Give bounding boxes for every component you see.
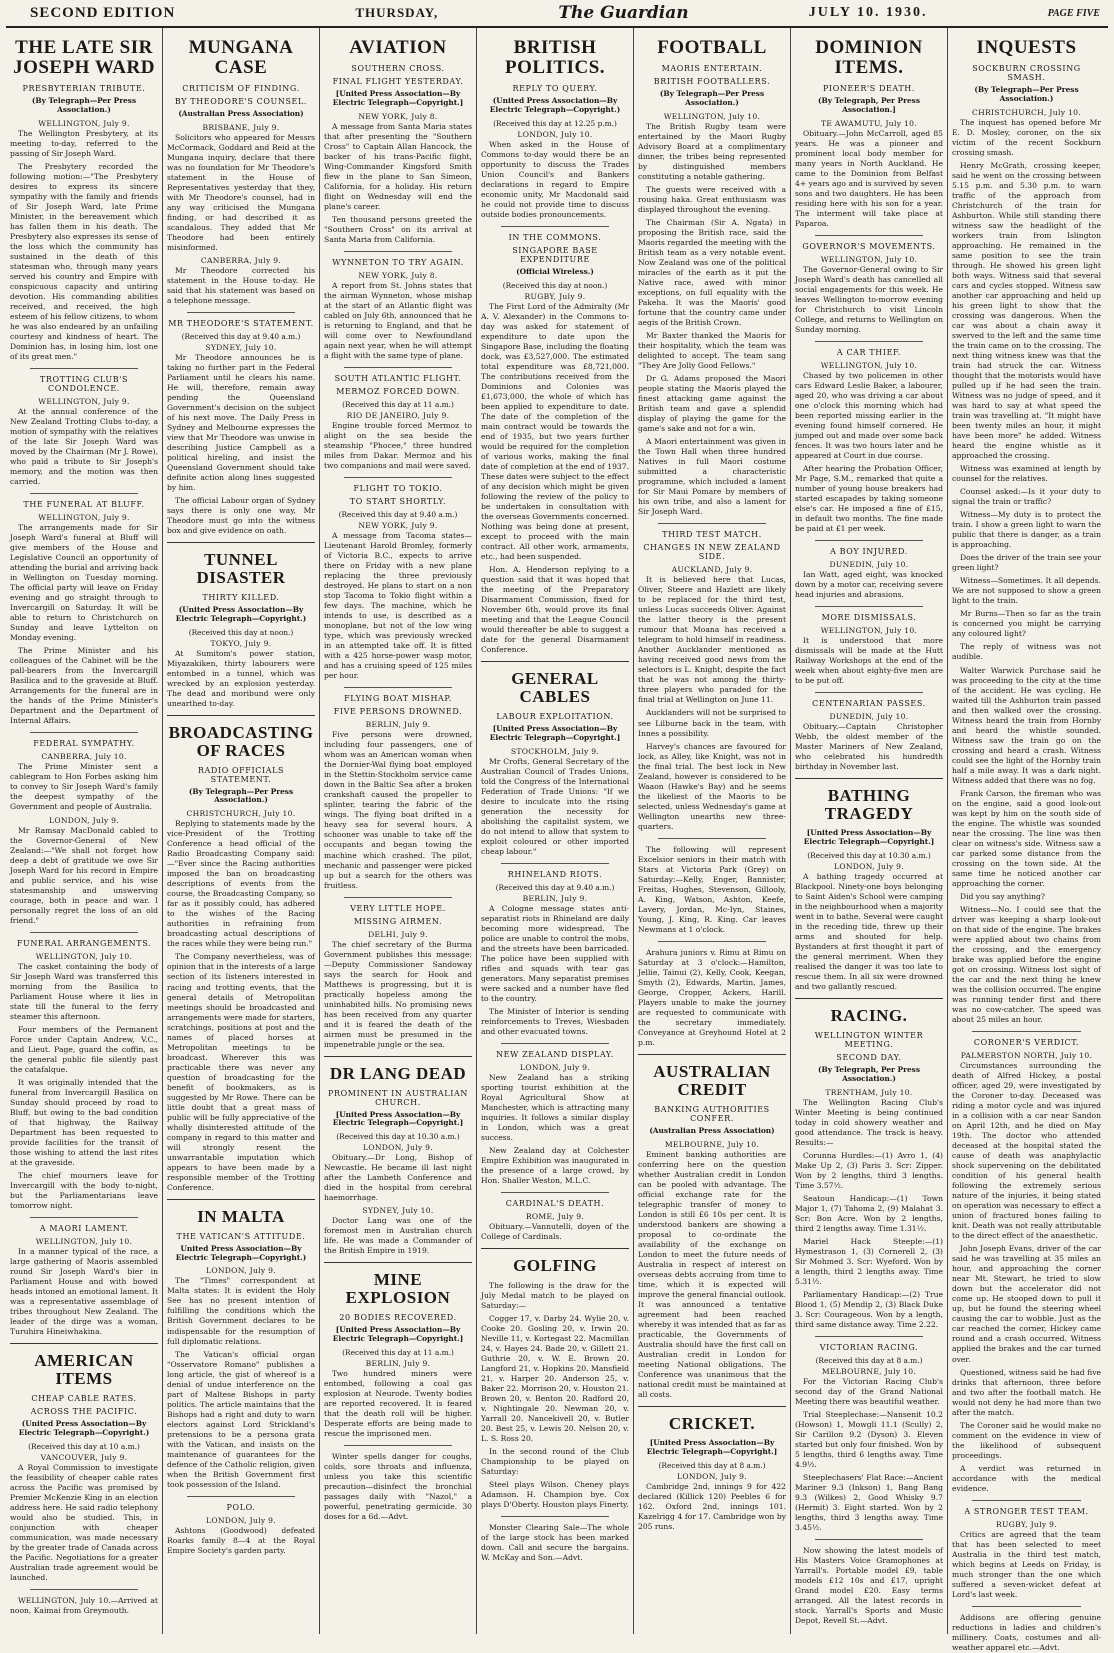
- divider: [187, 1496, 295, 1497]
- dateline: PALMERSTON NORTH, July 10.: [960, 1051, 1093, 1061]
- sub-heading: WYNNETON TO TRY AGAIN.: [332, 257, 464, 267]
- paragraph: When asked in the House of Commons to-day would there be an opportunity to discuss the Trades Union Council's and Bankers declarations in regard to Empire economic unity, Mr Macdonald said he could not provide time to discuss outside bodies pronouncements.: [481, 139, 629, 219]
- paragraph: Witness—No. I could see that the driver was keeping a sharp look-out on that side of the engine. The brakes were applied about two chains from the crossing, and the emergency brake was applied before the engine got on crossing. Witness lost sight of the car and the next thing he knew was the collision occurred. The engine was running tender first and there was no cow-catcher. The speed was about 25 miles an hour.: [952, 904, 1101, 1025]
- divider: [658, 941, 766, 942]
- sub-heading: PRESBYTERIAN TRIBUTE.: [22, 83, 146, 93]
- paragraph: Cogger 17, v. Darby 24. Wylie 20, v. Cooke 20. Gosling 20, v. Irwin 20. Neville 11, v. Kortegast 22. Macmillan 24, v. Hayes 24. Bade 20, v. Gillett 21. Guthrie 20, v. W. E. Brown 20. Langford 21, v. Hopkins 20. Mansfield 21, v. Harper 20. Anderson 25, v. Baker 22. Morrison 20, v. Houston 21. Brown 20, v. Benton 20. Radford 20, v. Nightingale 20. Newman 20, v. Yarrall 20. Nancekivell 20, v. Butler 20. Best 25, v. Lewis 20. Nelson 20, v. L. S. Ross 20.: [481, 1314, 629, 1444]
- paragraph: The Chairman (Sir A. Ngata) in proposing the British race, said the Maoris regarded the meeting with the British team as a very notable event. Now Zealand was one of the political miracles of the earth as it put the Native race, awed with minor exceptions, on full equality with the Pakeha. It was the Maoris' good fortune that the country came under aegis of the British Crown.: [638, 217, 786, 327]
- paragraph: Did you say anything?: [960, 891, 1045, 901]
- dateline: LONDON, July 9.: [362, 1143, 434, 1153]
- paragraph: Mariel Hack Steeple:—(1) Hymestrason 1, (3) Cornerell 2, (3) Sir Mohmed 3. Scr: Wyeford. Won by a length, third 2 lengths away. Time 5.31½.: [795, 1236, 943, 1286]
- paragraph: At Sumitom's power station, Miyazakiken, thirty labourers were entombed in a tunnel, which was wrecked by an explosion yesterday. The dead and moribund were only unearthed to-day.: [167, 648, 315, 708]
- sub-heading: THIRTY KILLED.: [202, 592, 280, 602]
- paragraph: In the second round of the Club Championship to be played on Saturday:: [481, 1447, 629, 1477]
- divider: [344, 1445, 452, 1446]
- sub-heading: THIRD TEST MATCH.: [662, 530, 762, 540]
- column-1: [6, 28, 163, 1634]
- paragraph: Cambridge 2nd, innings 9 for 422 declared (Killick 120) Peebles 6 for 162. Oxford 2nd, innings 101. Kazelrigg 4 for 17. Cambridge won by 205 runs.: [638, 1481, 786, 1531]
- sub-heading: POLO.: [226, 1502, 256, 1512]
- paragraph: It is understood that more dismissals will be made at the Hutt Railway Workshops at the end of the week when about eighty-five men are to be put off.: [795, 636, 943, 686]
- divider: [972, 1500, 1081, 1501]
- sub-heading: FLYING BOAT MISHAP.: [344, 694, 452, 704]
- sub-heading: MAORIS ENTERTAIN.: [661, 63, 763, 73]
- divider: [30, 368, 138, 369]
- divider: [30, 1589, 138, 1590]
- paragraph: Winter spells danger for coughs, colds, sore throats and influenza, unless you take this scientific precaution—disinfect the bronchial passages daily with "Nazol," a powerful, penetrating germicide. 30 doses for a 6d.—Advt.: [324, 1452, 472, 1522]
- paragraph: The chief secretary of the Burma Government publishes this message:—Deputy Commissioner Sandoway says the search for Hook and Matthews is progressing, but it is practically hopeless among the uninhabited hills. No promising news has been received from any quarter and it is feared the death of the airmen must be presumed in the impenetrable jungle or the sea.: [324, 939, 472, 1049]
- received-note: (Received this day at 8 a.m.): [815, 1355, 923, 1365]
- article-headline: GOLFING: [481, 1248, 629, 1275]
- paragraph: The inquest has opened before Mr E. D. Mosley, coroner, on the six victim of the recent Sockburn crossing smash.: [952, 117, 1101, 157]
- dateline: DELHI, July 9.: [368, 929, 428, 939]
- dateline: BERLIN, July 9.: [522, 893, 588, 903]
- paragraph: The chief mourners leave for Invercargill with the body to-night, but the Parliamentarians leave tomorrow night.: [10, 1170, 158, 1211]
- article-headline: MINE EXPLOSION: [324, 1262, 472, 1307]
- paragraph: New Zealand has a striking sporting tourist exhibition at the Royal Agricultural Show at Manchester, which is attracting many inquiries. It follows a similar display in London, which was a great success.: [481, 1072, 629, 1143]
- sub-heading: A CAR THIEF.: [836, 347, 902, 357]
- dateline: DUNEDIN, July 10.: [829, 560, 909, 570]
- divider: [344, 897, 452, 898]
- article-headline: INQUESTS: [976, 37, 1077, 58]
- divider: [344, 367, 452, 368]
- paragraph: Two hundred miners were entombed, following a coal gas explosion at Neurode. Twenty bodies are reported recovered. It is feared that the death roll will be higher. Desperate efforts are being made to rescue the imprisoned men.: [324, 1368, 472, 1438]
- dateline: VANCOUVER, July 9.: [40, 1452, 128, 1462]
- paragraph: The official Labour organ of Sydney says there is only one way, Mr Theodore must go into the witness box and give evidence on oath.: [167, 496, 315, 536]
- sub-heading: VERY LITTLE HOPE.: [350, 903, 446, 913]
- press-credit: (Official Wireless.): [516, 266, 594, 276]
- edition-label: SECOND EDITION: [30, 4, 176, 21]
- paragraph: Parliamentary Handicap:—(2) True Blood 1, (5) Mendip 2, (3) Black Duke 3. Scr: Courageous. Won by a length, third same distance away. Time 2.22.: [795, 1289, 943, 1329]
- paragraph: Corunna Hurdles:—(1) Avro 1, (4) Make Up 2, (3) Paris 3. Scr: Zipper. Won by 2 lengths, third 3 lengths. Time 3.57½.: [795, 1150, 943, 1190]
- paragraph: Mr Baxter thanked the Maoris for their hospitality, which the team was delighted to accept. The team sang "They Are Jolly Good Fellows.": [638, 331, 786, 371]
- paragraph: The Prime Minister sent a cablegram to Hon Forbes asking him to convey to Sir Joseph Ward's family the deepest sympathy of the Government and people of Australia.: [10, 762, 158, 812]
- press-credit: [United Press Association—By Electric Telegraph—Copyright.]: [646, 1437, 778, 1456]
- sub-heading: THE FUNERAL AT BLUFF.: [23, 500, 145, 510]
- dateline: WELLINGTON, July 10.: [820, 626, 918, 636]
- paragraph: The Minister of Interior is sending reinforcements to Treves, Wiesbaden and other evacuated towns.: [481, 1006, 629, 1036]
- article-headline: DR LANG DEAD: [324, 1056, 472, 1083]
- sub-heading: SOUTH ATLANTIC FLIGHT.: [334, 374, 462, 383]
- paragraph: Replying to statements made by the vice-President of the Trotting Conference a head official of the Radio Broadcasting Company said:—"Ever since the Racing authorities imposed the ban on broadcasting descriptions of events from the course, the Broadcasting Company, so far as it possibly could, has adhered to the wishes of the Racing authorities in refraining from broadcasting actual descriptions of the races while they were being run.": [167, 819, 315, 949]
- divider: [658, 523, 766, 524]
- paragraph: The British Rugby team were entertained by the Maori Rugby Advisory Board at a complimentary dinner, the tribes being represented by distinguished members constituting a notable gathering.: [638, 121, 786, 181]
- sub-heading: NEW ZEALAND DISPLAY.: [496, 1049, 614, 1059]
- paragraph: A verdict was returned in accordance with the medical evidence.: [952, 1463, 1101, 1493]
- divider: [815, 341, 923, 342]
- sub-heading: GOVERNOR'S MOVEMENTS.: [802, 241, 936, 251]
- paragraph: Mr Burns—Then so far as the train is concerned you might be carrying any coloured light?: [952, 609, 1101, 639]
- column-2: [163, 28, 320, 1634]
- paragraph: A message from Santa Maria states that after presenting the "Southern Cross" to Captain Allan Hancock, the backer of his trans-Pacific flight, Wing-Commander Kingsford Smith flew in the plane to San Simeon, California, for a holiday. His return flight on Wednesday will end the plane's career.: [324, 121, 472, 211]
- press-credit: (By Telegraph—Per Press Association.): [659, 88, 765, 107]
- received-note: (Received this day at 10.30 a.m.): [336, 1132, 460, 1142]
- sub-heading: A STRONGER TEST TEAM.: [964, 1506, 1089, 1516]
- divider: [187, 312, 295, 313]
- sub-heading: IN THE COMMONS.: [508, 232, 602, 242]
- sub-heading: CHEAP CABLE RATES.: [31, 1393, 137, 1403]
- column-3: [320, 28, 477, 1634]
- paragraph: The Wellington Racing Club's Winter Meeting is being continued today in cold showery weather and good attendance. The track is heavy. Results:—: [795, 1097, 943, 1147]
- paragraph: Circumstances surrounding the death of Alfred Hickey, a postal officer, aged 29, were investigated by the Coroner to-day. Deceased was riding a motor cycle and was injured in a collision with a car near Sandon on April 12th, and he died on May 19th. The doctor who attended deceased at the hospital stated the cause of death was anaphylactic shock supervening on the debilitated condition of his general health following the extremely serious nature of the injuries, it being stated on operation was necessary to effect a union of fractured bones failing to knit. Death was not really attributable to the direct effect of the anaesthetic.: [952, 1061, 1101, 1241]
- article-headline: RACING.: [795, 998, 943, 1025]
- sub-heading: CRITICISM OF FINDING.: [182, 83, 300, 93]
- paragraph: Obituary.—John McCarroll, aged 85 years. He was a pioneer and prominent local body member for many years in North Auckland. He came to the Dominion from Belfast 4+ years ago and is survived by seven sons and two daughters. He has been residing here with his son for a year. The interment will take place at Paparoa.: [795, 128, 943, 228]
- press-credit: (Australian Press Association): [649, 1125, 775, 1135]
- paragraph: Aucklanders will not be surprised to see Lilburne back in the team, with Innes a possibility.: [638, 708, 786, 738]
- dateline: LONDON, July 9.: [205, 1515, 277, 1525]
- divider: [501, 1192, 609, 1193]
- paragraph: The following will represent Excelsior seniors in their match with Stars at Victoria Park (Grey) on Saturday:—Kelly, Enger, Bannister, Freitas, Hughes, Stevenson, Gillooly, A. King, Watson, Ashton, Keefe, Lavery, Jordan, Mc-Iyn, Staines, Young, J. King, R. King. Car leaves Newmans at 1 o'clock.: [638, 844, 786, 934]
- paragraph: Mr Crofts, General Secretary of the Australian Council of Trades Unions, told the Congress of the International Federation of Trade Unions: "If we desire to inculcate into the rising generation the necessity for abolishing the capitalist system, we do not intend to allow that system to exploit coloured or other imported cheap labour.": [481, 756, 629, 856]
- received-note: (Received this day at 12.25 p.m.): [493, 118, 617, 128]
- paragraph: The casket containing the body of Sir Joseph Ward was transferred this morning from the Basilica to Parliament House where it lies in state till the funeral to the ferry steamer this afternoon.: [10, 961, 158, 1021]
- divider: [972, 1606, 1081, 1607]
- sub-heading: TO START SHORTLY.: [349, 497, 447, 507]
- dateline: TOKYO, July 9.: [210, 638, 272, 648]
- press-credit: (United Press Association—By Electric Telegraph—Copyright.): [18, 1418, 150, 1437]
- paragraph: The reply of witness was not audible.: [952, 642, 1101, 662]
- day-label: THURSDAY,: [355, 5, 439, 20]
- press-credit: (By Telegraph, Per Press Association.]: [817, 95, 920, 114]
- received-note: (Received this day at 9.40 a.m.): [495, 882, 615, 892]
- paragraph: The arrangements made for Sir Joseph Ward's funeral at Bluff will give members of the House and Legislative Council an opportunity of attending the burial and arriving back in Wellington on Tuesday morning. The official party will leave on Friday evening and go straight through to Invercargill on Saturday. It will be able to return to Christchurch on Sunday and leave Lyttelton on Monday evening.: [10, 523, 158, 643]
- sub-heading: FUNERAL ARRANGEMENTS.: [16, 938, 152, 948]
- dateline: AUCKLAND, July 9.: [671, 565, 753, 575]
- dateline: NEW YORK, July 8.: [358, 270, 438, 280]
- dateline: TE AWAMUTU, July 10.: [820, 118, 918, 128]
- paragraph: Witness—My duty is to protect the train. I show a green light to warn the public that there is danger, as a train is approaching.: [952, 510, 1101, 550]
- paragraph: New Zealand day at Colchester Empire Exhibition was inaugurated in the presence of a large crowd, by Hon. Shaller Weston, M.L.C.: [481, 1146, 629, 1186]
- sub-heading: MORE DISMISSALS.: [821, 613, 917, 623]
- dateline: CANBERRA, July 9.: [200, 255, 282, 265]
- paragraph: Mr Ramsay MacDonald cabled to the Governor-General of New Zealand:—"We shall not forget how deep a debt of gratitude we owe Sir Joseph Ward for his record in Empire and public service, and his wise statesmanship and unswerving courage, both in peace and war. I personally regret the loss of an old friend.": [10, 825, 158, 925]
- received-note: (Received this day at 9.40 a.m.): [338, 510, 458, 520]
- paragraph: The Governor-General owing to Sir Joseph Ward's death has cancelled all social engagements for this week. He leaves Wellington to-morrow evening for Christchurch to visit Lincoln College, and returns to Wellington on Sunday morning.: [795, 264, 943, 334]
- dateline: LONDON, July 9.: [833, 861, 905, 871]
- paragraph: Dr G. Adams proposed the Maori people stating the Maoris played the finest attacking game against the British team and gave a splendid display of playing the game for the game's sake and not for a win.: [638, 374, 786, 434]
- newspaper-title: The Guardian: [558, 3, 689, 23]
- paragraph: For the Victorian Racing Club's second day of the Grand National Meeting there was beautiful weather.: [795, 1376, 943, 1406]
- press-credit: [United Press Association—By Electric Telegraph—Copyright.]: [332, 1109, 464, 1128]
- press-credit: (United Press Association—By Electric Telegraph—Copyright.): [175, 604, 307, 623]
- received-note: (Received this day at noon.): [502, 280, 608, 290]
- article-headline: AUSTRALIAN CREDIT: [638, 1054, 786, 1099]
- dateline: RIO DE JANEIRO, July 9.: [346, 411, 450, 420]
- press-credit: (By Telegraph—Per Press Association.): [188, 786, 294, 805]
- sub-heading: CARDINAL'S DEATH.: [505, 1199, 605, 1209]
- dateline: MELBOURNE, July 10.: [821, 1366, 917, 1376]
- divider: [815, 540, 923, 541]
- dateline: LONDON, July 9.: [519, 1062, 591, 1072]
- date-label: JULY 10. 1930.: [808, 5, 928, 20]
- paragraph: Five persons were drowned, including four passengers, one of whom was an American woman when the Dornier-Wal flying boat employed in the Stettin-Stockholm service came down in the Baltic Sea after a broken crankshaft caused the propeller to splinter, tearing the fabric of the wings. The flying boat drifted in a heavy sea for several hours. A schooner was unable to take off the occupants and began towing the machine which crashed. The pilot, mechanic and passenger were picked up but a search for the others was fruitless.: [324, 730, 472, 890]
- paragraph: Harvey's chances are favoured for lock, as Alley, like Knight, was not in the final trial. The best lock in New Zealand, however is considered to be Waaon (Hawke's Bay) and he seems the likeliest of the Maoris to be selected, unless Wednesday's game at Wellington unearths new three-quarters.: [638, 741, 786, 831]
- paragraph: Arahura juniors v. Rimu at Rimu on Saturday at 3 o'clock:—Hamilton, Jellie, Tainui (2), Kelly, Cook, Keegan, Smyth (2), Edwards, Martin, James, George, Cropper, Ackers, Harill. Players unable to make the journey are requested to communicate with the secretary immediately. Conveyance at Greyhound Hotel at 2 p.m.: [638, 947, 786, 1047]
- dateline: CHRISTCHURCH, July 10.: [972, 107, 1081, 117]
- paragraph: Doctor Lang was one of the foremost men in Australian church life. He was made a Commander of the British Empire in 1919.: [324, 1216, 472, 1256]
- sub-heading: RHINELAND RIOTS.: [507, 869, 603, 879]
- dateline: SYDNEY, July 10.: [205, 343, 277, 352]
- sub-heading: CENTENARIAN PASSES.: [812, 699, 926, 709]
- article-headline: CRICKET.: [638, 1406, 786, 1433]
- paragraph: Four members of the Permanent Force under Captain Andrew, V.C., and Lieut. Page, guard the coffin, as the general public file silently past the catafalque.: [10, 1024, 158, 1074]
- sub-heading: CORONER'S VERDICT.: [973, 1038, 1080, 1048]
- paragraph: Trial Steeplechase:—Nansenit 10.2 (Howson) 1, Mowgli 11.1 (Scully) 2, Sir Carillon 9.2 (Dyson) 3. Eleven started but only four finished. Won by 5 lengths, third 6 lengths away. Time 4.9½.: [795, 1409, 943, 1470]
- paragraph: Questioned, witness said he had five drinks that afternoon, three before and two after the football match. He would not deny he had more than two after the match.: [952, 1367, 1101, 1417]
- column-6: [791, 28, 948, 1634]
- paragraph: A Cologne message states anti-separatist riots in Rhineland are daily becoming more widespread. The police are unable to control the mobs, and the streets have been barricaded. The police have been supplied with rifles and squads with tear gas generators. Many separatist premises were sacked and a number have fled to the country.: [481, 903, 629, 1003]
- dateline: CHRISTCHURCH, July 10.: [186, 809, 296, 819]
- dateline: WELLINGTON, July 9.: [38, 396, 130, 406]
- sub-heading: FINAL FLIGHT YESTERDAY.: [332, 76, 464, 86]
- dateline: WELLINGTON, July 10.: [663, 111, 761, 121]
- paragraph: Engine trouble forced Mermoz to alight on the sea beside the steamship "Phocee," three hundred miles from Dakar. Mermoz and his two companions and mail were saved.: [324, 421, 472, 471]
- page-number: PAGE FIVE: [1047, 7, 1100, 19]
- sub-heading: REPLY TO QUERY.: [512, 83, 598, 93]
- article-headline: DOMINION ITEMS.: [815, 37, 923, 78]
- divider: [815, 606, 923, 607]
- sub-heading: A MAORI LAMENT.: [39, 1224, 129, 1234]
- paragraph: A message from Tacoma states—Lieutenant Harold Bromley, formerly of Victoria B.C., expects to arrive there on Friday with a new plane replacing the three previously destroyed. He plans to start on a non stop Tacoma to Tokio flight within a few days. The machine, which he intends to use, is described as a monoplane, but not of the low wing type, which was previously wrecked in an attempted take off. It is fitted with a 425 horse-power wasp motor, and has a cruising speed of 125 miles per hour.: [324, 531, 472, 681]
- sub-heading: WELLINGTON WINTER MEETING.: [814, 1030, 924, 1049]
- sub-heading: SECOND DAY.: [836, 1052, 902, 1062]
- paragraph: Solicitors who appeared for Messrs McCormack, Goddard and Reid at the Mungana inquiry, declare that there was no foundation for Mr Theodore's statement in the House of Representatives yesterday that they, with Mr Theodore's counsel, had in any way criticised the Mungana finding, or had described it as scandalous. They added that Mr Theodore had been entirely misinformed.: [167, 132, 315, 252]
- sub-heading: PIONEER'S DEATH.: [822, 83, 916, 93]
- paragraph: A Maori entertainment was given in the Town Hall when three hundred Natives in full Maori costume submitted a characteristic programme, which included a lament for Sir Maui Pomare by members of his own tribe, and also a lament for Sir Joseph Ward.: [638, 437, 786, 517]
- paragraph: The "Times" correspondent at Malta states: It is evident the Holy See has no present intention of fulfilling the conditions which the British Government declares to be indispensable for the resumption of full diplomatic relations.: [167, 1276, 315, 1346]
- dateline: NEW YORK, July 9.: [358, 521, 438, 531]
- article-headline: FOOTBALL: [657, 37, 767, 58]
- paragraph: The Presbytery recorded the following motion:—"The Presbytery desires to express its sincere sympathy with the family and friends of Sir Joseph Ward, late Prime Minister, in the bereavement which has fallen them in his death. The Presbytery also expresses its sense of the loss which the community has sustained in the death of this statesman who, through many years served his country and Empire with conspicuous capacity and untiring devotion. His commanding abilities received, and received, the high esteem of his fellow citizens, to whom he was also endeared by an unfailing courtesy and kindness of heart. The Dominion has, in losing him, lost one of its great men.": [10, 161, 158, 361]
- dateline: LONDON, July 9.: [205, 1266, 277, 1276]
- paragraph: The following is the draw for the July Medal match to be played on Saturday:—: [481, 1281, 629, 1311]
- paragraph: A bathing tragedy occurred at Blackpool. Ninety-one boys belonging to Saint Aiden's School were camping in the neighbourhood when a majority went in to bathe. Several were caught in the receding tide, threw up their arms and shouted for help. Bystanders at first thought it part of the general merriment. When they realised the danger it was too late to rescue them. In all six were drowned and two gallantly rescued.: [795, 871, 943, 991]
- divider: [344, 687, 452, 688]
- press-credit: [United Press Association—By Electric Telegraph—Copyright.]: [332, 88, 464, 107]
- divider: [815, 235, 923, 236]
- article-headline: GENERAL CABLES: [481, 661, 629, 706]
- dateline: WELLINGTON, July 9.: [38, 513, 130, 523]
- column-7: [948, 28, 1105, 1652]
- columns: [6, 28, 1108, 1652]
- sub-heading: MISSING AIRMEN.: [353, 916, 443, 926]
- column-5: [634, 28, 791, 1634]
- received-note: (Received this day at 10.30 a.m.): [807, 850, 931, 860]
- sub-heading: SOCKBURN CROSSING SMASH.: [972, 63, 1081, 82]
- column-4: [477, 28, 634, 1634]
- paragraph: The Coroner said he would make no comment on the evidence in view of the likelihood of subsequent proceedings.: [952, 1420, 1101, 1460]
- press-credit: [United Press Association—By Electric Telegraph—Copyright.]: [332, 1325, 464, 1344]
- sub-heading: SINGAPORE BASE EXPENDITURE: [512, 245, 598, 264]
- dateline: LONDON, July 10.: [517, 129, 593, 139]
- paragraph: Mr Theodore announces he is taking no further part in the Federal Parliament until he clears his name. He will, therefore, remain away pending the Queensland Government's decision on the subject of his next move. The Daily Press in Sydney and Melbourne expresses the view that Mr Theodore was unwise in describing Justice Campbell as a political hireling, and insist the Queensland Government should take definite action along lines suggested by him.: [167, 353, 315, 493]
- press-credit: (United Press Association—By Electric Telegraph—Copyright.): [489, 95, 621, 114]
- sub-heading: RADIO OFFICIALS STATEMENT.: [197, 765, 285, 784]
- paragraph: Critics are agreed that the team that has been selected to meet Australia in the third test match, which begins at Leeds on Friday, is much stronger than the one which suffered a seven-wicket defeat at Lord's last week.: [952, 1529, 1101, 1599]
- paragraph: WELLINGTON, July 10.—Arrived at noon, Kaimai from Greymouth.: [10, 1595, 158, 1615]
- paragraph: Seatoun Handicap:—(1) Town Major 1, (7) Tahoma 2, (9) Malahat 3. Scr: Bon Acre. Won by 2 lengths, third 2 lengths away. Time 1.31½.: [795, 1193, 943, 1233]
- paragraph: Ashtons (Goodwood) defeated Roarks family 8—4 at the Royal Empire Society's garden party.: [167, 1525, 315, 1555]
- paragraph: The Wellington Presbytery, at its meeting to-day, referred to the passing of Sir Joseph Ward.: [10, 128, 158, 158]
- paragraph: It was originally intended that the funeral from Invercargill Basilica on Sunday should proceed by road to Bluff, but owing to the bad condition of that highway, the Railway Department has been requested to provide facilities for the transit of those wishing to attend the last rites at the graveside.: [10, 1077, 158, 1167]
- sub-heading: TROTTING CLUB'S CONDOLENCE.: [39, 374, 129, 393]
- sub-heading: LABOUR EXPLOITATION.: [496, 711, 614, 721]
- article-headline: AMERICAN ITEMS: [10, 1343, 158, 1388]
- paragraph: The First Lord of the Admiralty (Mr A. V. Alexander) in the Commons to-day was asked for statement of expenditure to date upon the Singapore Base, including the floating dock, was £3,527,000. The estimated total expenditure was £8,721,000. The contributions received from the Dominions and Colonies was £1,673,000, the whole of which has been applied to expenditure to date. The date of the completion of the main contract would be towards the end of 1935, but two years further would be required for the completion of various works, making the final date of completion at the end of 1937. These dates were subject to the effect of any decision which might be given following the review of the policy to be undertaken in consultation with the overseas Governments concerned. Nothing was being done at present, except to proceed with the main contract. All other work, armaments, etc., had been suspended.: [481, 301, 629, 562]
- sub-heading: PROMINENT IN AUSTRALIAN CHURCH.: [328, 1088, 468, 1107]
- sub-heading: FLIGHT TO TOKIO.: [353, 484, 443, 494]
- divider: [501, 226, 609, 227]
- paragraph: Monster Clearing Sale—The whole of the large stock has been marked down. Call and secure the bargains. W. McKay and Son.—Advt.: [481, 1523, 629, 1563]
- paragraph: Chased by two policemen in other cars Edward Leslie Baker, a labourer, aged 20, who was driving a car about one o'clock this morning which had been reported missing earlier in the evening found himself cornered. He jumped out and made over some back fences. It was two hours later and he appeared at Court in due course.: [795, 370, 943, 461]
- dateline: NEW YORK, July 8.: [358, 111, 438, 121]
- press-credit: United Press Association—By Electric Telegraph—Copyright.): [175, 1243, 307, 1262]
- divider: [972, 1031, 1081, 1032]
- paragraph: It is believed here that Lucas, Oliver, Steere and Hazlett are likely to be replaced for the third test, unless Lucas succeeds Oliver. Against the latter theory is the present rumour that Moana has received a telegram to hold himself in readiness. Another Aucklander mentioned as having received good news from the selectors is L. Knight, despite the fact that he was not among the thirty-three players who paraded for the final trial at Wellington on June 11.: [638, 575, 786, 705]
- paragraph: Eminent banking authorities are conferring here on the question whether Australian credit in London can be pooled with advantage. The official exchange rate for the telegraphic transfer of money to London is still £6 10s per cent. It is understood bankers are showing a proposal to co-ordinate the availability of the exchange on London to meet the future needs of Australia in respect of interest on overseas debts accruing from time to time, which it is expected will improve the general financial outlook. It was announced a tentative agreement had been reached whereby it was intended that as far as practicable, the Governments of Australia should have the first call on Australian credit in London for meeting National obligations. The Conference was unanimous that the national credit must be maintained at all costs.: [638, 1149, 786, 1399]
- paragraph: The guests were received with a rousing haka. Great enthusiasm was displayed throughout the evening.: [638, 184, 786, 214]
- paragraph: Now showing the latest models of His Masters Voice Gramophones at Yarrall's. Portable model £9, table models £12 10s and £17, upright Grand model £20. Easy terms arranged. All the latest records in stock. Yarrall's Sports and Music Depot, Revell St.—Advt.: [795, 1546, 943, 1626]
- paragraph: Henry McGrath, crossing keeper, said he went on the crossing between 5.15 p.m. and 5.30 p.m. to warn traffic of the approach from Christchurch of the train for Ashburton. While still standing there witness saw the headlight of the workers train from Islington approaching. He remained in the same position to see the train through. He showed his green light both ways. Witness said that several cars and cycles stopped. Witness saw another car approaching and held up his green light to show that the crossing was dangerous. When the car was about a chain away it swerved to the left and the same time the train came on to the crossing. The next thing witness knew was that the train had struck the car. Witness thought that the motorists would have pulled up if he had seen the train. Witness was no judge of speed, and it was hard to say at what speed the train was travelling at. "It might have been twenty miles an hour, it might have been more" he added. Witness heard the engine whistle as it approached the crossing.: [952, 160, 1101, 461]
- divider: [30, 932, 138, 933]
- divider: [501, 1043, 609, 1044]
- received-note: (Received this day at 10 a.m.): [28, 1441, 140, 1451]
- paragraph: Witness was examined at length by counsel for the relatives.: [952, 464, 1101, 484]
- dateline: SYDNEY, July 10.: [362, 1206, 434, 1216]
- dateline: WELLINGTON, July 10.: [820, 254, 918, 264]
- divider: [501, 863, 609, 864]
- divider: [815, 692, 923, 693]
- paragraph: In a manner typical of the race, a large gathering of Maoris assembled round Sir Joseph Ward's bier in Parliament House and with bowed heads intoned an emotional lament. It was a representative assemblage of tribes throughout New Zealand. The leader of the dirge was a woman, Turuhira Hineiwhakina.: [10, 1247, 158, 1337]
- dateline: LONDON, July 9.: [48, 815, 120, 825]
- dateline: TRENTHAM, July 10.: [825, 1087, 913, 1097]
- dateline: BRISBANE, July 9.: [202, 122, 280, 132]
- dateline: WELLINGTON, July 9.: [38, 118, 130, 128]
- press-credit: (By Telegraph—Per Press Association.): [31, 95, 137, 114]
- paragraph: Does the driver of the train see your green light?: [952, 553, 1101, 573]
- paragraph: Witness—Sometimes. It all depends. We are not supposed to show a green light to the train.: [952, 576, 1101, 606]
- dateline: RUGBY, July 9.: [524, 291, 586, 301]
- paragraph: A report from St. Johns states that the airman Wynneton, whose mishap at the start of an Atlantic flight was cabled on July 6th, announced that he is returning to England, and that he will come over to Newfoundland again next year, when he will attempt a flight with the same type of plane.: [324, 280, 472, 360]
- received-note: (Received this day at 11 a.m.): [342, 400, 454, 409]
- paragraph: Obituary.—Captain Christopher Webb, the oldest member of the Master Mariners of New Zealand, who celebrated his hundredth birthday in November last.: [795, 722, 943, 772]
- dateline: BERLIN, July 9.: [365, 1358, 431, 1368]
- divider: [30, 1217, 138, 1218]
- sub-heading: THE VATICAN'S ATTITUDE.: [176, 1231, 306, 1241]
- received-note: (Received this day at 11 a.m.): [342, 1347, 454, 1357]
- divider: [30, 493, 138, 494]
- sub-heading: VICTORIAN RACING.: [819, 1342, 919, 1352]
- paragraph: Hon. A. Henderson replying to a question said that it was hoped that the meeting of the Preparatory Disarmament Commission, fixed for November 6th, would prove its final meeting and that the League Council would thereafter be able to suggest a date for the general Disarmament Conference.: [481, 565, 629, 655]
- dateline: RUGBY, July 9.: [995, 1519, 1057, 1529]
- divider: [344, 251, 452, 252]
- sub-heading: MERMOZ FORCED DOWN.: [336, 387, 460, 396]
- paragraph: The Vatican's official organ "Osservatore Romano" publishes a long article, the gist of whereof is a denial of undue interference on the part of Maltese Bishops in party politics. The article maintains that the Bishops had a right and duty to warn electors against Lord Strickland's pretensions to be a persona grata with the Vatican, and insists on the maintenance of guarantees for the defence of the Catholic religion, given when the British Government first took possession of the Island.: [167, 1349, 315, 1489]
- paragraph: Ten thousand persons greeted the "Southern Cross" on its arrival at Santa Maria from California.: [324, 214, 472, 244]
- article-headline: BRITISH POLITICS.: [504, 37, 606, 78]
- article-headline: MUNGANA CASE: [188, 37, 294, 78]
- press-credit: [United Press Association—By Electric Telegraph—Copyright.]: [803, 828, 935, 846]
- paragraph: John Joseph Evans, driver of the car said he was travelling at 35 miles an hour, and approaching the corner near Mt. Stewart, he tried to slow down but the accelerator did not come up. He stooped down to pull it up, but he found the steering wheel causing the car to wobble. Just as the car reached the corner, Hickey came round and a crash occurred. Witness applied the brakes and the car turned over.: [952, 1244, 1101, 1364]
- sub-heading: BY THEODORE'S COUNSEL.: [174, 96, 308, 106]
- paragraph: Mr Theodore corrected his statement in the House to-day. He said that his statement was based on a telephone message.: [167, 265, 315, 305]
- article-headline: THE LATE SIR JOSEPH WARD: [13, 37, 155, 78]
- sub-heading: FEDERAL SYMPATHY.: [33, 739, 135, 749]
- divider: [815, 1539, 923, 1540]
- paragraph: At the annual conference of the New Zealand Trotting Clubs to-day, a motion of sympathy with the relatives of the late Sir Joseph Ward was moved by the Chairman (Mr J. Rowe), who paid a tribute to Sir Joseph's memory, and the motion was then carried.: [10, 406, 158, 487]
- press-credit: (By Telegraph, Per Press Association.): [817, 1064, 920, 1083]
- received-note: (Received this day at noon.): [188, 627, 294, 637]
- divider: [30, 732, 138, 733]
- paragraph: Obituary.—Vannutelli, doyen of the College of Cardinals.: [481, 1222, 629, 1242]
- press-credit: [United Press Association—By Electric Telegraph—Copyright.]: [489, 723, 621, 742]
- dateline: BERLIN, July 9.: [365, 720, 431, 730]
- sub-heading: BRITISH FOOTBALLERS.: [653, 76, 771, 86]
- article-headline: IN MALTA: [167, 1199, 315, 1226]
- masthead: [6, 0, 1108, 28]
- sub-heading: ACROSS THE PACIFIC.: [30, 1406, 138, 1416]
- press-credit: (By Telegraph—Per Press Association.): [974, 84, 1079, 103]
- paragraph: Obituary.—Dr Long, Bishop of Newcastle. He became ill last night after the Lambeth Conference and died in the hospital from cerebral haemorrhage.: [324, 1153, 472, 1203]
- sub-heading: SOUTHERN CROSS.: [351, 63, 445, 73]
- dateline: DUNEDIN, July 10.: [829, 712, 909, 722]
- paragraph: The Prime Minister and his colleagues of the Cabinet will be the pall-bearers from the Invercargill Basilica and to the graveside at Bluff. Arrangements for the funeral are in the hands of the Prime Minister's Department and the Department of Internal Affairs.: [10, 646, 158, 726]
- divider: [344, 477, 452, 478]
- paragraph: Steeplechasers' Flat Race:—Ancient Mariner 9.3 (Inkson) 1, Bang Bang 9.3 (Wilkes) 2, Good Whisky 9.7 (Hermit) 3. Eight started. Won by 2 lengths, third 3 lengths away. Time 3.45½.: [795, 1473, 943, 1533]
- dateline: WELLINGTON, July 10.: [820, 360, 918, 370]
- dateline: ROME, July 9.: [525, 1212, 585, 1222]
- sub-heading: BANKING AUTHORITIES CONFER.: [654, 1104, 770, 1123]
- divider: [815, 1336, 923, 1337]
- dateline: WELLINGTON, July 10.: [35, 951, 133, 961]
- article-headline: BATHING TRAGEDY: [795, 778, 943, 823]
- paragraph: After hearing the Probation Officer, Mr Page, S.M., remarked that quite a number of young house breakers had started escapades by taking someone else's car. He imposed a fine of £15, in default two months. The fine made be paid at £1 per week.: [795, 464, 943, 534]
- article-headline: AVIATION: [349, 37, 447, 58]
- press-credit: (Australian Press Association): [178, 108, 304, 118]
- dateline: CANBERRA, July 10.: [41, 752, 127, 762]
- article-headline: BROADCASTING OF RACES: [167, 715, 315, 760]
- received-note: (Received this day at 8 a.m.): [658, 1460, 766, 1470]
- dateline: WELLINGTON, July 10.: [35, 1237, 133, 1247]
- divider: [501, 1516, 609, 1517]
- dateline: LONDON, July 9.: [676, 1471, 748, 1481]
- sub-heading: FIVE PERSONS DROWNED.: [333, 707, 463, 717]
- paragraph: Frank Carson, the fireman who was on the engine, said a good look-out was kept by him on the south side of the engine. The whistle was sounded near the crossing. The line was then clear on witness's side. Witness saw a car parked some distance from the crossing on the town side. At the same time he noticed another car approaching the corner.: [952, 788, 1101, 888]
- paragraph: A Royal Commission to investigate the feasibility of cheaper cable rates across the Pacific was promised by Premier McKenzie King in an election address here. He said radio telephony would also be studied. This, in conjunction with cheaper communication, was made necessary by the greater trade of Canada across the Pacific. Negotiations for a greater Australian trade agreement would be launched.: [10, 1462, 158, 1582]
- paragraph: Steel plays Wilson. Cheney plays Adamson. H. Champion bye. Cox plays D'Oberty. Houston plays Finerty.: [481, 1480, 629, 1510]
- dateline: STOCKHOLM, July 9.: [510, 746, 600, 756]
- paragraph: Addisons are offering genuine reductions in ladies and children's millinery. Coats, costumes and all-weather apparel etc.—Advt.: [952, 1612, 1101, 1652]
- paragraph: Walter Warwick Purchase said he was proceeding to the city at the time of the accident. He was cycling. He waited till the Ashburton train passed and then walked over the crossing. Witness heard the train from Hornby and heard the whistle sounded. Witness saw the train go on the crossing and heard a crash. Witness could see the light of the Hornby train half a mile away. It was a dark night. Witness added that there was no fog.: [952, 665, 1101, 785]
- sub-heading: CHANGES IN NEW ZEALAND SIDE.: [643, 543, 781, 562]
- sub-heading: A BOY INJURED.: [830, 547, 908, 557]
- paragraph: Ian Watt, aged eight, was knocked down by a motor car, receiving severe head injuries and abrasions.: [795, 570, 943, 600]
- sub-heading: MR THEODORE'S STATEMENT.: [168, 319, 314, 328]
- paragraph: The Company nevertheless, was of opinion that in the interests of a large section of its listeners interested in racing and trotting events, that the general details of Metropolitan meetings should be broadcasted and arrangements were made for starters, scratchings, positions at post and the names of placed horses at Metropolitan meetings to be broadcast. Wherever this was practicable there was never any question of broadcasting for the benefit of bookmakers, as is suggested by Mr Rowe. There can be little doubt that a great mass of public will be fully appreciative of the wholly disinterested attitude of the company in regard to this matter and will strongly resent the unwarrantable imputation which appears to have been made by a responsible member of the Trotting Conference.: [167, 952, 315, 1192]
- paragraph: Counsel asked:—Is it your duty to signal the train or traffic?: [952, 487, 1101, 507]
- sub-heading: 20 BODIES RECOVERED.: [339, 1313, 457, 1323]
- received-note: (Received this day at 9.40 a.m.): [181, 332, 301, 341]
- dateline: MELBOURNE, July 10.: [664, 1139, 760, 1149]
- article-headline: TUNNEL DISASTER: [167, 542, 315, 587]
- divider: [658, 838, 766, 839]
